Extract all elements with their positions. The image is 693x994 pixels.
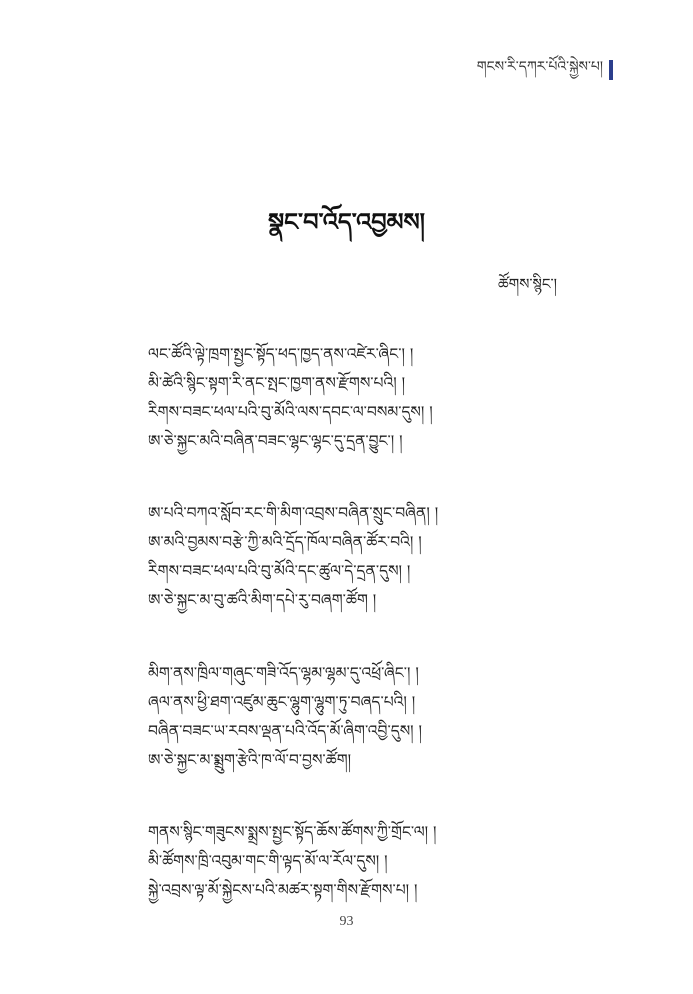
poem-line: རིགས་བཟང་ཕལ་པའི་བུ་མོའི་ལས་དབང་ལ་བསམ་དུས། ། — [148, 403, 433, 421]
poem-line: ཨ་ཅེ་སྐྱང་མ་བུ་ཚའི་མིག་དཔེ་རུ་བཞག་ཚོག ། — [148, 591, 377, 609]
poem-line: ཨ་ཅེ་སྐྱང་མ་སྨྲུག་རྩེའི་ཁ་ལོ་བ་བྱས་ཚོག། — [148, 751, 352, 769]
running-header — [477, 50, 613, 90]
poem-line: ཨ་ཅེ་སྐྱང་མའི་བཞིན་བཟང་ལྷང་ལྷང་དུ་དྲན་བྱུང་། ། — [148, 432, 403, 450]
poem-stanza-1 — [148, 340, 628, 456]
poem-stanza-3 — [148, 659, 628, 775]
page-number: 93 — [339, 914, 354, 929]
running-head-text: གངས་རི་དཀར་པོའི་སྐྱེས་པ། — [476, 59, 603, 75]
poem-line: མི་ཚོགས་ཁྲི་འབུམ་གང་གི་ལྟད་མོ་ལ་རོལ་དུས། ། — [148, 852, 388, 870]
poem-author: ཚོགས་སྙིང་། — [497, 275, 557, 293]
poem-line: རིགས་བཟང་ཕལ་པའི་བུ་མོའི་དང་ཚུལ་དེ་དྲན་དུས། ། — [148, 562, 411, 580]
poem-line: མིག་ནས་ཁྲིལ་གཞུང་གཟི་འོད་ལྷམ་ལྷམ་དུ་འཕྲོ་ཞིང་། ། — [148, 664, 419, 682]
poem-line: ཨ་པའི་བཀའ་སློབ་རང་གི་མིག་འབྲས་བཞིན་སྲུང་བཞིན། ། — [148, 504, 439, 522]
poem-line: ཞལ་ནས་ཕྱི་ཐག་འཛུམ་ཆུང་ལྷུག་ལྷུག་ཏུ་བཞད་པའི། ། — [148, 693, 416, 711]
poem-line: སྐྱེ་འབྲས་ལྟ་མོ་སྐྱེངས་པའི་མཚར་སྟག་གིས་རྫོགས་པ། ། — [148, 881, 418, 899]
poem-line: བཞིན་བཟང་ཡ་རབས་ལྡན་པའི་འོད་མོ་ཞིག་འབྱི་དུས། ། — [148, 722, 422, 740]
poem-stanza-4 — [148, 818, 628, 905]
poem-line: ཨ་མའི་བྱམས་བརྩེ་ཀྱི་མའི་དྲོད་ཁོལ་བཞིན་ཚོར་བའི། ། — [148, 533, 422, 551]
header-accent-bar — [609, 60, 613, 80]
poem-line: མི་ཚེའི་སྙིང་སྟག་རི་ནང་སྤང་ཁྱག་ནས་རྫོགས་པའི། ། — [148, 374, 406, 392]
poem-stanza-2 — [148, 499, 628, 615]
poem-line: ལང་ཚོའི་ལྟེ་ཁྲག་སྤྱང་སྟོད་ཕད་ཁྱད་ནས་འཛེར་ཞིང་། ། — [148, 345, 414, 363]
poem-title: སྣང་བ་འོད་འབྱམས། — [267, 207, 425, 236]
poem-line: གནས་སྙིང་གཟུངས་སྨྲས་སྤྱང་སྟོད་ཆོས་ཚོགས་ཀྱི་གྲོང་ལ། ། — [148, 823, 437, 841]
